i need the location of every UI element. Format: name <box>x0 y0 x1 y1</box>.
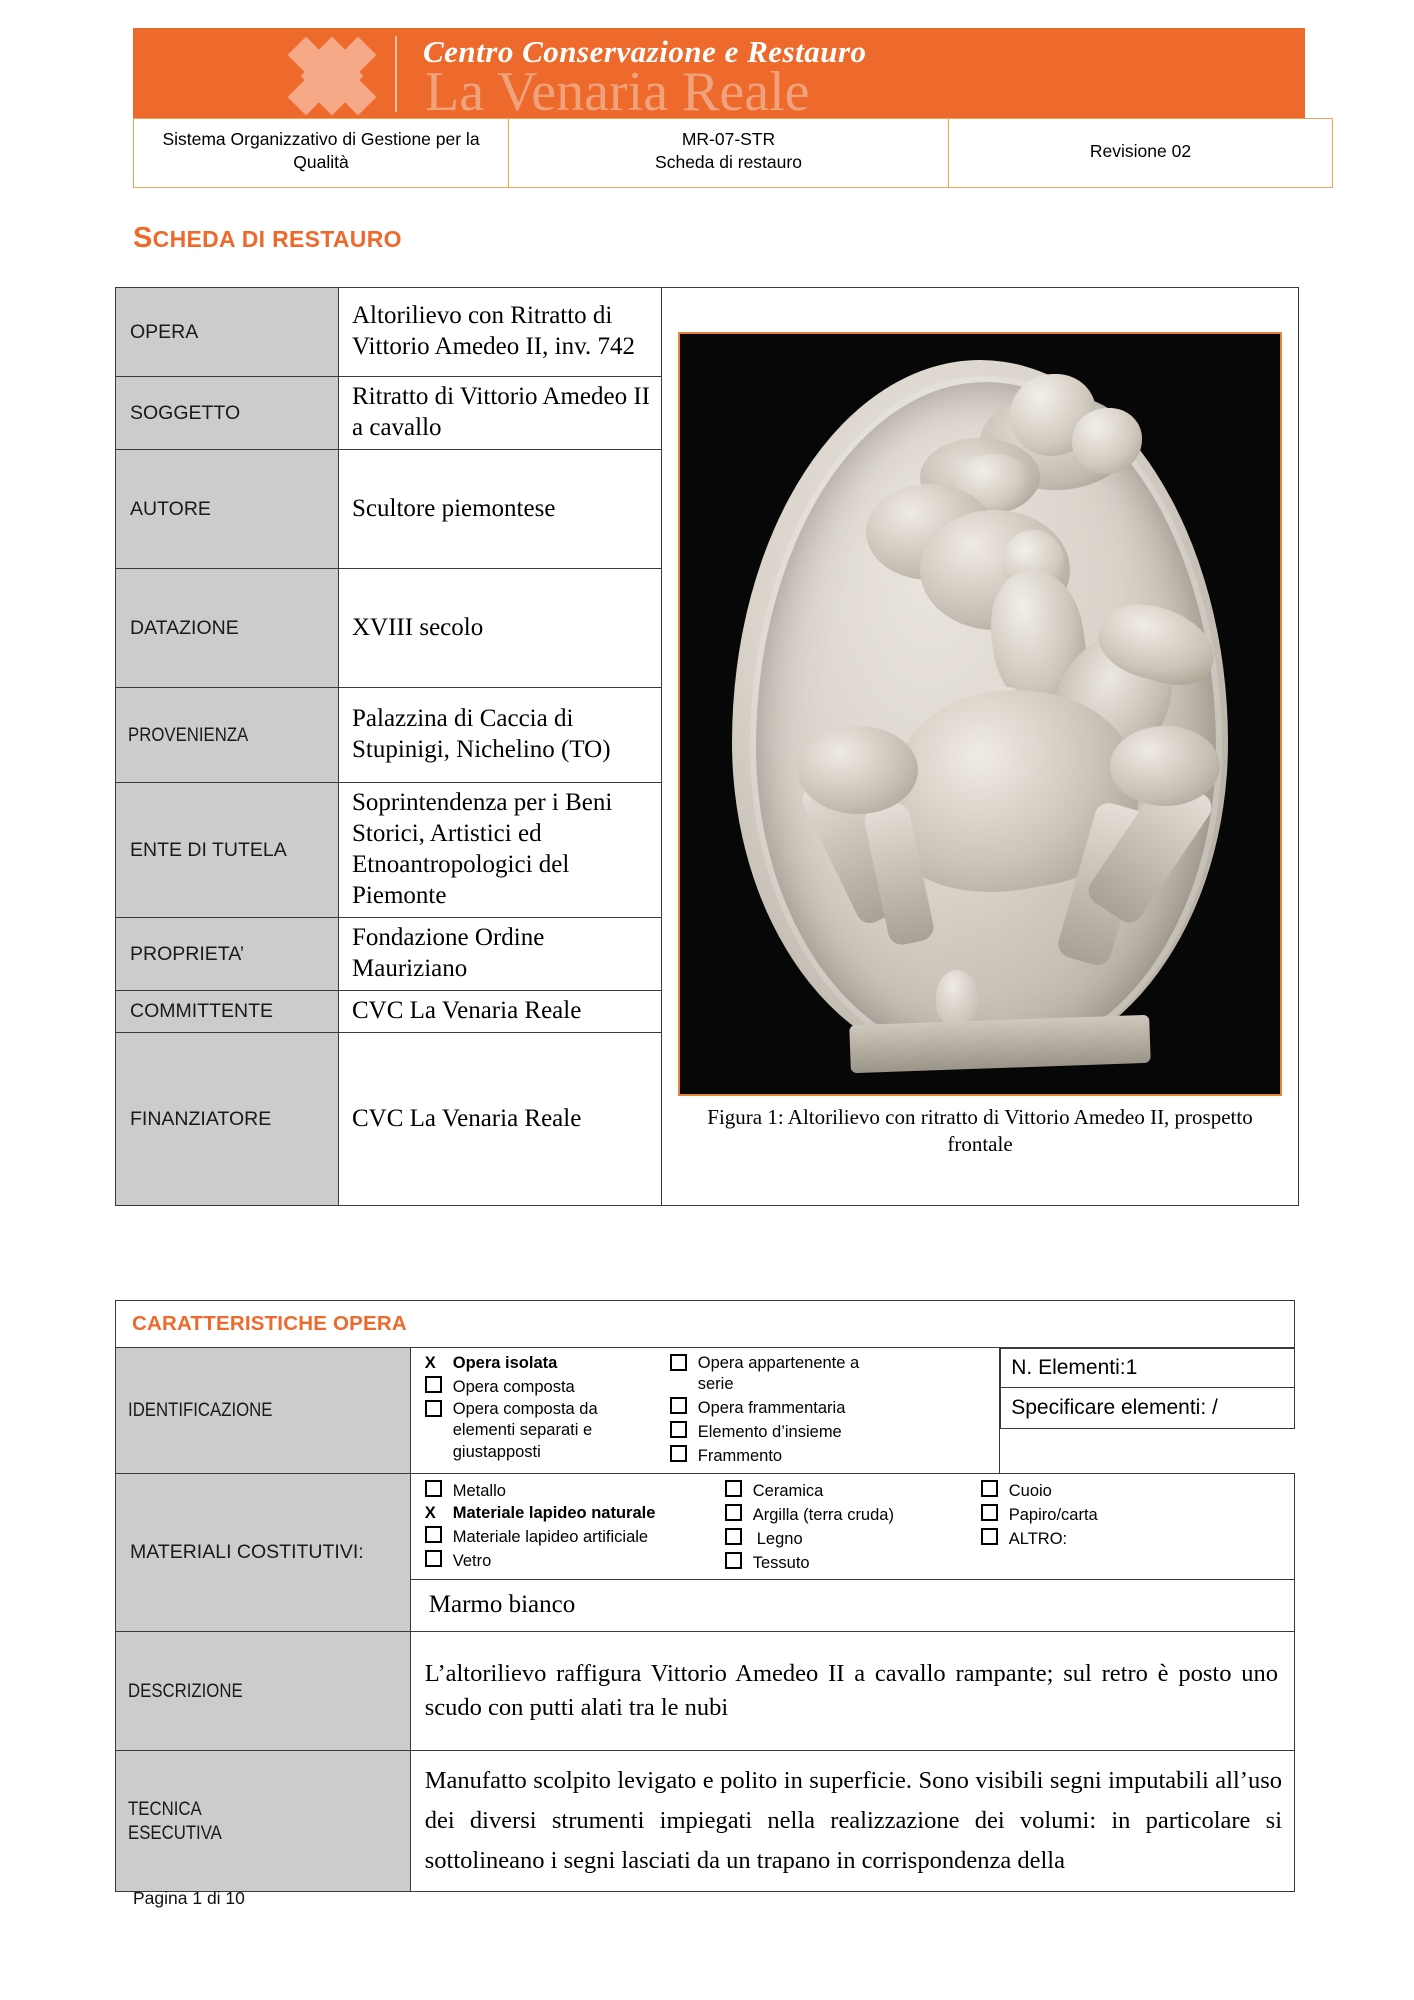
row-value-soggetto: Ritratto di Vittorio Amedeo II a cavallo <box>339 377 662 450</box>
checkbox-label: Opera composta da elementi separati e giustapposti <box>452 1399 598 1461</box>
row-value-finanziatore: CVC La Venaria Reale <box>339 1033 662 1206</box>
checkbox-mark[interactable] <box>725 1551 751 1575</box>
checkbox-mark[interactable] <box>425 1479 451 1503</box>
table-row <box>116 1301 1295 1348</box>
checkbox-label: Materiale lapideo naturale <box>452 1503 656 1522</box>
checkbox-mark[interactable] <box>725 1479 751 1503</box>
header-cell-document-code <box>509 119 949 188</box>
checkbox-label: ALTRO: <box>1008 1529 1068 1548</box>
checkbox-label: Legno <box>756 1529 803 1548</box>
n-elementi-value: N. Elementi:1 <box>1011 1356 1138 1379</box>
checkbox-mark[interactable] <box>981 1503 1007 1527</box>
table-row <box>116 1348 1295 1474</box>
page-title <box>133 222 402 255</box>
checkbox-icon[interactable] <box>725 1480 742 1497</box>
row-value-provenienza: Palazzina di Caccia di Stupinigi, Nichelino (TO) <box>339 688 662 783</box>
row-value-autore: Scultore piemontese <box>339 450 662 569</box>
checkbox-icon[interactable] <box>670 1421 687 1438</box>
checkbox-item[interactable] <box>725 1479 981 1503</box>
horse-tail <box>798 726 918 814</box>
materiali-options-cell <box>410 1473 1294 1580</box>
checkbox-icon[interactable] <box>725 1504 742 1521</box>
checkbox-item[interactable] <box>425 1479 725 1503</box>
tecnica-label-line1: TECNICA ESECUTIVA <box>128 1797 222 1844</box>
row-label-datazione: DATAZIONE <box>116 569 339 688</box>
checkbox-label: Opera composta <box>452 1377 575 1396</box>
checkbox-mark[interactable] <box>725 1503 751 1527</box>
checkbox-item[interactable] <box>981 1503 1221 1527</box>
checkbox-icon[interactable] <box>725 1552 742 1569</box>
checkbox-icon[interactable] <box>425 1550 442 1567</box>
checkbox-item[interactable] <box>425 1525 725 1549</box>
checkbox-icon[interactable] <box>670 1445 687 1462</box>
checkbox-label: Elemento d’insieme <box>697 1422 842 1441</box>
checkbox-label: Materiale lapideo artificiale <box>452 1527 649 1546</box>
checkbox-item[interactable] <box>670 1420 900 1444</box>
checkbox-label: Opera isolata <box>452 1354 558 1372</box>
header-info-row <box>134 119 1333 188</box>
row-value-tecnica <box>410 1751 1294 1891</box>
figure-cell <box>662 288 1299 1206</box>
row-label-opera: OPERA <box>116 288 339 377</box>
table-row <box>116 288 1299 377</box>
checkbox-item[interactable] <box>425 1399 670 1463</box>
putto-figure <box>1072 408 1142 474</box>
materiali-free-text: Marmo bianco <box>428 1591 576 1619</box>
checkbox-icon[interactable] <box>981 1504 998 1521</box>
n-elementi-box <box>1000 1348 1294 1388</box>
table-row <box>116 1751 1295 1891</box>
caratteristiche-table <box>115 1300 1295 1892</box>
row-label-soggetto: SOGGETTO <box>116 377 339 450</box>
row-value-proprieta: Fondazione Ordine Mauriziano <box>339 918 662 991</box>
row-label-finanziatore: FINANZIATORE <box>116 1033 339 1206</box>
document-code: MR-07-STR <box>681 129 776 149</box>
row-value-datazione: XVIII secolo <box>339 569 662 688</box>
checkbox-mark[interactable] <box>981 1527 1007 1551</box>
checkbox-icon[interactable] <box>981 1480 998 1497</box>
checkbox-mark[interactable] <box>425 1375 451 1399</box>
header-info-table <box>133 118 1333 188</box>
checkbox-mark[interactable] <box>670 1444 696 1468</box>
checkbox-mark[interactable] <box>670 1396 696 1420</box>
specificare-elementi-box <box>1000 1388 1294 1429</box>
caratteristiche-header-cell <box>116 1301 1295 1348</box>
table-row <box>116 1473 1295 1580</box>
row-label-provenienza: PROVENIENZA <box>116 688 339 783</box>
checkbox-mark[interactable] <box>425 1399 451 1423</box>
materiali-free-text-cell <box>410 1580 1294 1632</box>
checkbox-item[interactable] <box>725 1503 981 1527</box>
header-banner <box>133 28 1305 118</box>
figure-caption: Figura 1: Altorilievo con ritratto di Vittorio Amedeo II, prospetto frontale <box>707 1104 1253 1156</box>
materiali-options <box>411 1474 1294 1580</box>
checkbox-mark[interactable] <box>981 1479 1007 1503</box>
page-title-rest: CHEDA DI RESTAURO <box>152 226 402 252</box>
checkbox-icon[interactable] <box>725 1528 742 1545</box>
checkbox-item[interactable] <box>981 1527 1221 1551</box>
header-cell-quality-system: Sistema Organizzativo di Gestione per la Qualità <box>134 119 509 188</box>
descrizione-text: L’altorilievo raffigura Vittorio Amedeo II a cavallo rampante; sul retro è posto uno scudo con putti alati tra le nubi <box>424 1659 1278 1722</box>
row-label-identificazione: IDENTIFICAZIONE <box>116 1348 411 1474</box>
row-value-ente-tutela: Soprintendenza per i Beni Storici, Artistici ed Etnoantropologici del Piemonte <box>339 783 662 918</box>
checkbox-item[interactable] <box>425 1353 670 1375</box>
checkbox-mark[interactable] <box>425 1549 451 1573</box>
page-footer: Pagina 1 di 10 <box>133 1888 245 1908</box>
checkbox-icon[interactable] <box>670 1354 687 1371</box>
checkbox-icon[interactable] <box>670 1397 687 1414</box>
specificare-elementi-value: Specificare elementi: / <box>1011 1396 1218 1419</box>
relief-base <box>849 1014 1150 1072</box>
checkbox-item[interactable] <box>425 1503 725 1525</box>
checkbox-label: Vetro <box>452 1551 492 1570</box>
page-title-initial: S <box>133 222 153 254</box>
row-value-opera: Altorilievo con Ritratto di Vittorio Amedeo II, inv. 742 <box>339 288 662 377</box>
header-cell-revision: Revisione 02 <box>949 119 1333 188</box>
row-label-materiali: MATERIALI COSTITUTIVI: <box>116 1473 411 1632</box>
row-label-proprieta: PROPRIETA’ <box>116 918 339 991</box>
checkbox-label: Ceramica <box>752 1481 824 1500</box>
materiali-column-1 <box>411 1474 725 1578</box>
checkbox-icon[interactable] <box>425 1400 442 1417</box>
materiali-column-2 <box>725 1474 981 1580</box>
checkbox-icon[interactable] <box>425 1480 442 1497</box>
checkbox-label: Opera appartenente a serie <box>697 1354 860 1394</box>
checkbox-item[interactable] <box>425 1375 670 1399</box>
document-subtitle: Scheda di restauro <box>655 152 802 173</box>
checkbox-item[interactable] <box>670 1444 900 1468</box>
checkbox-mark[interactable] <box>725 1527 751 1551</box>
figure-wrapper <box>662 322 1298 1172</box>
brand-line-1: Centro Conservazione e Restauro <box>423 34 867 69</box>
checkbox-item[interactable] <box>670 1396 900 1420</box>
checkbox-label: Cuoio <box>1008 1481 1052 1500</box>
checkbox-item[interactable] <box>981 1479 1221 1503</box>
checkbox-mark-checked[interactable]: X <box>424 1503 436 1522</box>
table-row <box>116 1632 1295 1751</box>
identificazione-options <box>411 1348 1000 1473</box>
checkbox-label: Frammento <box>697 1446 783 1465</box>
checkbox-mark[interactable] <box>425 1525 451 1549</box>
row-label-descrizione: DESCRIZIONE <box>116 1632 411 1751</box>
fleur-de-lis-ornament <box>936 970 978 1024</box>
tecnica-label <box>116 1791 369 1852</box>
artwork-photo <box>678 332 1282 1096</box>
horse-rump <box>1110 726 1220 806</box>
checkbox-mark-checked[interactable]: X <box>424 1354 436 1372</box>
checkbox-icon[interactable] <box>425 1526 442 1543</box>
checkbox-label: Metallo <box>452 1481 506 1500</box>
row-value-descrizione <box>410 1632 1294 1751</box>
identificazione-options-cell <box>410 1348 1000 1474</box>
checkbox-label: Argilla (terra cruda) <box>752 1505 894 1524</box>
checkbox-icon[interactable] <box>981 1528 998 1545</box>
diamond-logo-icon <box>293 36 379 112</box>
caratteristiche-heading: CARATTERISTICHE OPERA <box>132 1312 407 1335</box>
brand-line-2: La Venaria Reale <box>425 61 810 118</box>
row-label-autore: AUTORE <box>116 450 339 569</box>
checkbox-mark[interactable] <box>670 1353 696 1377</box>
checkbox-icon[interactable] <box>425 1376 442 1393</box>
identificazione-elements-cell <box>1000 1348 1295 1474</box>
row-label-committente: COMMITTENTE <box>116 991 339 1033</box>
tecnica-text: Manufatto scolpito levigato e polito in superficie. Sono visibili segni imputabili all’uso dei diversi strumenti impiegati nella realizzazione dei volumi: in particolare si sottolineano i segni lasciati da un trapano in corrispondenza della <box>424 1767 1282 1874</box>
checkbox-item[interactable] <box>670 1353 900 1396</box>
checkbox-label: Tessuto <box>752 1553 810 1572</box>
header-divider <box>395 36 397 112</box>
materiali-column-3 <box>981 1474 1221 1556</box>
opera-data-table <box>115 287 1299 1206</box>
checkbox-item[interactable] <box>425 1549 725 1573</box>
row-value-committente: CVC La Venaria Reale <box>339 991 662 1033</box>
identificazione-column-2 <box>670 1348 900 1473</box>
checkbox-item[interactable] <box>725 1527 981 1551</box>
checkbox-label: Opera frammentaria <box>697 1398 846 1417</box>
checkbox-mark[interactable] <box>670 1420 696 1444</box>
checkbox-label: Papiro/carta <box>1008 1505 1098 1524</box>
identificazione-column-1 <box>411 1348 670 1468</box>
row-label-ente-tutela: ENTE DI TUTELA <box>116 783 339 918</box>
row-label-tecnica <box>116 1751 411 1891</box>
checkbox-item[interactable] <box>725 1551 981 1575</box>
